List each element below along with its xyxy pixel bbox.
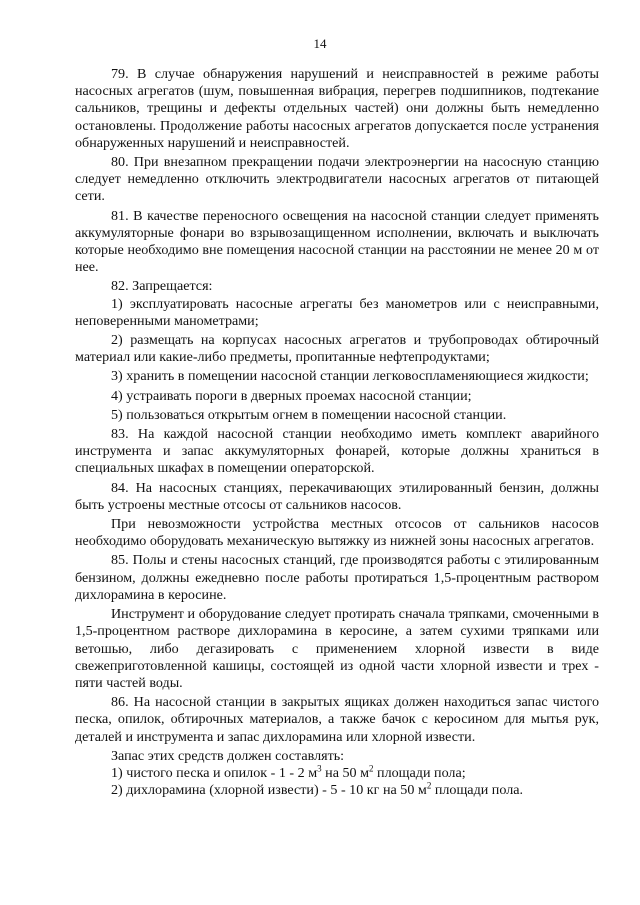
superscript: 2	[369, 763, 374, 774]
superscript: 2	[426, 780, 432, 791]
paragraph-85: 85. Полы и стены насосных станций, где производятся работы с этилированным бензином, должны ежедневно после работы протираться 1,5-процентным раствором дихлорамина в керосине.	[75, 552, 599, 603]
paragraph-83: 83. На каждой насосной станции необходимо иметь комплект аварийного инструмента и запас аккумуляторных фонарей, которые должны храниться в специальных шкафах в помещении операторской.	[75, 426, 599, 477]
page-number: 14	[313, 36, 327, 51]
stock-item-text: площади пола;	[373, 764, 466, 781]
paragraph-82-heading: 82. Запрещается:	[111, 278, 213, 295]
paragraph-80: 80. При внезапном прекращении подачи электроэнергии на насосную станцию следует немедленно отключить электродвигатели насосных агрегатов от питающей сети.	[75, 154, 599, 205]
paragraph-84-cont: При невозможности устройства местных отсосов от сальников насосов необходимо оборудовать механическую вытяжку из нижней зоны насосных агрегатов.	[75, 516, 599, 550]
stock-item-text: 1) чистого песка и опилок - 1 - 2 м	[111, 764, 318, 781]
stock-item-1	[75, 765, 599, 782]
paragraph-82-item-2: 2) размещать на корпусах насосных агрегатов и трубопроводах обтирочный материал или какие-либо предметы, пропитанные нефтепродуктами;	[75, 332, 599, 366]
paragraph-82-item-3: 3) хранить в помещении насосной станции легковоспламеняющиеся жидкости;	[111, 368, 589, 385]
paragraph-86-stock-heading: Запас этих средств должен составлять:	[111, 747, 345, 764]
stock-item-text: площади пола.	[431, 782, 524, 799]
stock-item-text: 2) дихлорамина (хлорной извести) - 5 - 10 кг на 50 м	[111, 782, 427, 799]
paragraph-84: 84. На насосных станциях, перекачивающих этилированный бензин, должны быть устроены местные отсосы от сальников насосов.	[75, 479, 599, 513]
paragraph-85-cont: Инструмент и оборудование следует протирать сначала тряпками, смоченными в 1,5-процентном растворе дихлорамина в керосине, а затем сухими тряпками или ветошью, либо дегазировать с применением хлорной извести в виде свежеприготовленной кашицы, состоящей из одной части хлорной извести и трех - пяти частей воды.	[75, 606, 599, 691]
superscript: 3	[317, 763, 322, 774]
paragraph-79: 79. В случае обнаружения нарушений и неисправностей в режиме работы насосных агрегатов (шум, повышенная вибрация, перегрев подшипников, подтекание сальников, трещины и дефекты отдельных частей) они должны быть немедленно остановлены. Продолжение работы насосных агрегатов допускается после устранения обнаруженных нарушений и неисправностей.	[75, 66, 599, 151]
paragraph-82-item-1: 1) эксплуатировать насосные агрегаты без манометров или с неисправными, неповеренными манометрами;	[75, 295, 599, 329]
paragraph-81: 81. В качестве переносного освещения на насосной станции следует применять аккумуляторные фонари во взрывозащищенном исполнении, включать и выключать которые необходимо вне помещения насосной станции на расстоянии не менее 20 м от нее.	[75, 207, 599, 276]
stock-item-2	[75, 782, 599, 799]
paragraph-82-item-4: 4) устраивать пороги в дверных проемах насосной станции;	[111, 387, 472, 404]
document-body	[75, 66, 599, 799]
paragraph-86: 86. На насосной станции в закрытых ящиках должен находиться запас чистого песка, опилок, обтирочных материалов, а также бачок с керосином для мытья рук, деталей и инструмента и запас дихлорамина или хлорной извести.	[75, 694, 599, 745]
stock-item-text: на 50 м	[321, 764, 370, 781]
paragraph-82-item-5: 5) пользоваться открытым огнем в помещении насосной станции.	[111, 406, 507, 423]
